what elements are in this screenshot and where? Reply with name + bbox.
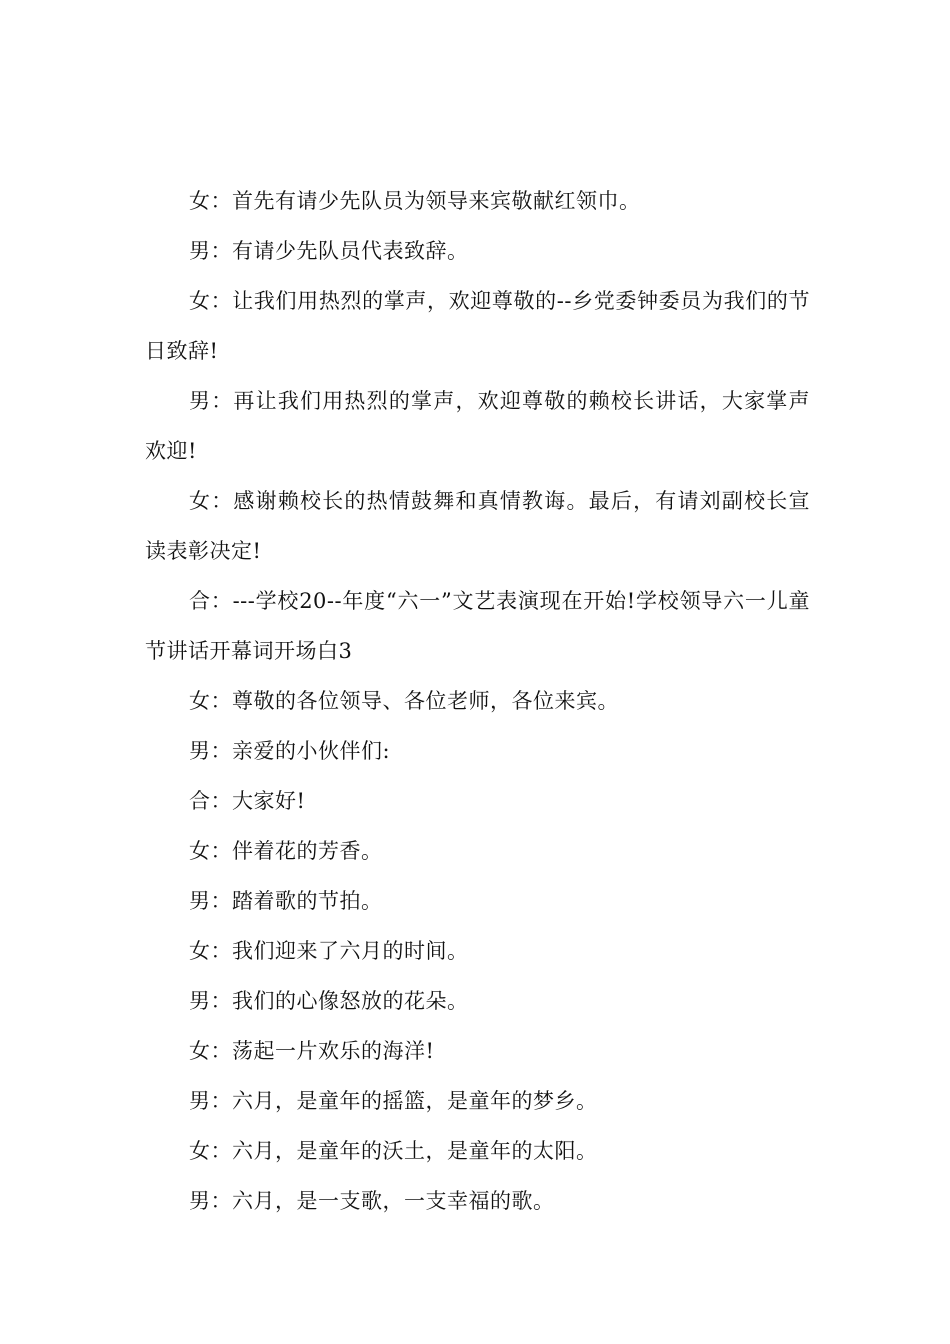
paragraph: 女：我们迎来了六月的时间。 bbox=[189, 939, 469, 963]
paragraph: 男：踏着歌的节拍。 bbox=[189, 889, 383, 913]
paragraph: 女：感谢赖校长的热情鼓舞和真情教诲。最后，有请刘副校长宣读表彰决定! bbox=[145, 489, 810, 563]
paragraph: 女：荡起一片欢乐的海洋! bbox=[189, 1039, 435, 1063]
paragraph: 男：再让我们用热烈的掌声，欢迎尊敬的赖校长讲话，大家掌声欢迎! bbox=[145, 389, 810, 463]
paragraph: 男：有请少先队员代表致辞。 bbox=[189, 239, 469, 263]
paragraph: 女：让我们用热烈的掌声，欢迎尊敬的--乡党委钟委员为我们的节日致辞! bbox=[145, 289, 810, 363]
document-body bbox=[145, 176, 810, 1226]
paragraph: 男：我们的心像怒放的花朵。 bbox=[189, 989, 469, 1013]
paragraph: 女：伴着花的芳香。 bbox=[189, 839, 383, 863]
paragraph: 女：首先有请少先队员为领导来宾敬献红领巾。 bbox=[189, 189, 641, 213]
paragraph: 男：六月，是一支歌，一支幸福的歌。 bbox=[189, 1189, 555, 1213]
paragraph: 男：六月，是童年的摇篮，是童年的梦乡。 bbox=[189, 1089, 598, 1113]
paragraph: 女：尊敬的各位领导、各位老师，各位来宾。 bbox=[189, 689, 619, 713]
paragraph: 女：六月，是童年的沃土，是童年的太阳。 bbox=[189, 1139, 598, 1163]
paragraph: 男：亲爱的小伙伴们: bbox=[189, 739, 391, 763]
paragraph: 合：大家好! bbox=[189, 789, 306, 813]
paragraph: 合：---学校20--年度“六一”文艺表演现在开始!学校领导六一儿童节讲话开幕词开场白3 bbox=[145, 589, 810, 663]
